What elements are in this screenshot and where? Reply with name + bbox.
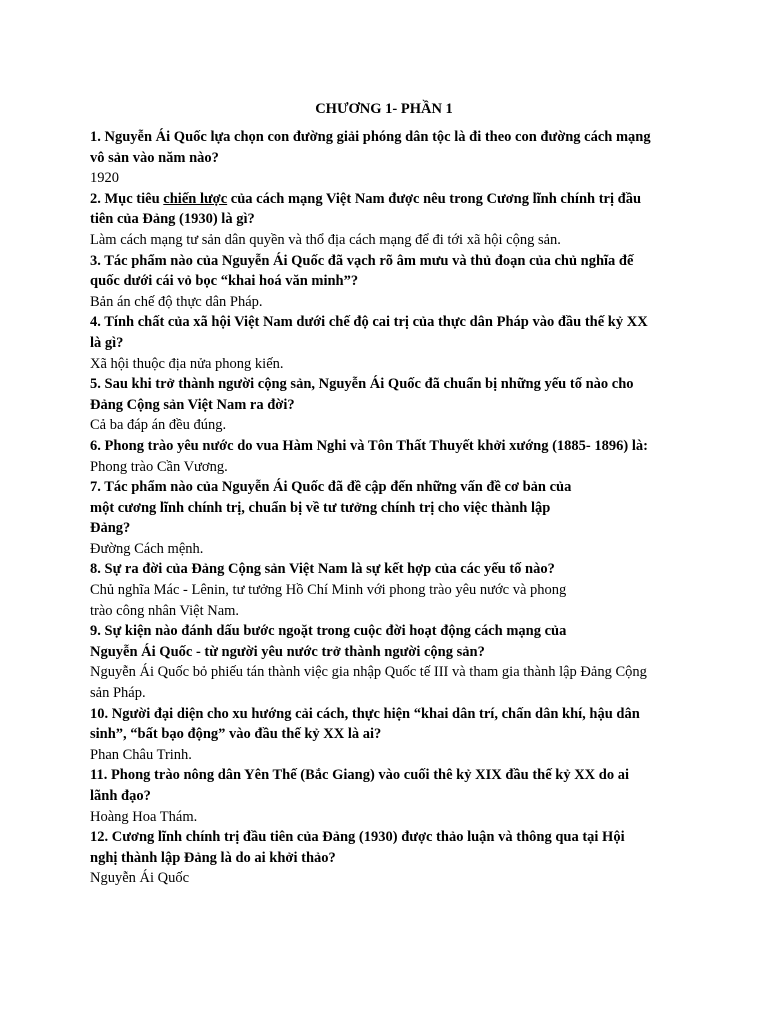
question-line: 7. Tác phẩm nào của Nguyễn Ái Quốc đã đề cập đến những vấn đề cơ bản của — [90, 479, 572, 496]
answer-2 — [90, 230, 690, 251]
answer-line: trào công nhân Việt Nam. — [90, 602, 240, 619]
question-line: sinh”, “bất bạo động” vào đầu thế kỷ XX là ai? — [90, 726, 382, 743]
question-5 — [90, 374, 690, 415]
answer-line: Nguyễn Ái Quốc — [90, 870, 190, 887]
question-line: Nguyễn Ái Quốc - từ người yêu nước trở thành người cộng sản? — [90, 643, 485, 660]
question-line: là gì? — [90, 334, 124, 351]
question-line: 9. Sự kiện nào đánh dấu bước ngoặt trong cuộc đời hoạt động cách mạng của — [90, 623, 567, 640]
answer-line: Phong trào Cần Vương. — [90, 458, 228, 475]
answer-4 — [90, 354, 690, 375]
answer-line: Đường Cách mệnh. — [90, 540, 204, 557]
question-line: 4. Tính chất của xã hội Việt Nam dưới chế độ cai trị của thực dân Pháp vào đầu thế kỷ XX — [90, 314, 648, 331]
question-line: quốc dưới cái vỏ bọc “khai hoá văn minh”? — [90, 273, 359, 290]
question-line: nghị thành lập Đảng là do ai khởi thảo? — [90, 849, 336, 866]
answer-8 — [90, 580, 690, 621]
question-line: 11. Phong trào nông dân Yên Thế (Bắc Giang) vào cuối thê kỷ XIX đầu thế kỷ XX do ai — [90, 767, 629, 784]
question-4 — [90, 312, 690, 353]
question-3 — [90, 251, 690, 292]
answer-1 — [90, 168, 690, 189]
question-line: vô sản vào năm nào? — [90, 149, 219, 166]
qa-list — [90, 127, 690, 889]
question-line: tiên của Đảng (1930) là gì? — [90, 211, 255, 228]
answer-line: Nguyễn Ái Quốc bỏ phiếu tán thành việc gia nhập Quốc tế III và tham gia thành lập Đảng Cộng — [90, 664, 647, 681]
question-line: một cương lĩnh chính trị, chuẩn bị về tư tưởng chính trị cho việc thành lập — [90, 499, 551, 516]
question-7 — [90, 477, 690, 539]
answer-9 — [90, 662, 690, 703]
answer-12 — [90, 868, 690, 889]
answer-line: 1920 — [90, 170, 119, 187]
answer-6 — [90, 457, 690, 478]
question-line — [90, 189, 690, 210]
page-title: CHƯƠNG 1- PHẦN 1 — [315, 101, 453, 117]
question-line: 6. Phong trào yêu nước do vua Hàm Nghi và Tôn Thất Thuyết khởi xướng (1885- 1896) là: — [90, 437, 648, 454]
question-line: 12. Cương lĩnh chính trị đầu tiên của Đảng (1930) được thảo luận và thông qua tại Hội — [90, 829, 625, 846]
answer-10 — [90, 745, 690, 766]
answer-11 — [90, 807, 690, 828]
question-prefix: 2. Mục tiêu — [90, 190, 164, 207]
question-line: 10. Người đại diện cho xu hướng cải cách, thực hiện “khai dân trí, chấn dân khí, hậu dân — [90, 705, 640, 722]
answer-3 — [90, 292, 690, 313]
answer-line: Cả ba đáp án đều đúng. — [90, 417, 227, 434]
question-11 — [90, 765, 690, 806]
question-2 — [90, 189, 690, 230]
answer-line: Làm cách mạng tư sản dân quyền và thổ địa cách mạng để đi tới xã hội cộng sản. — [90, 231, 561, 248]
question-1 — [90, 127, 690, 168]
question-line: 1. Nguyễn Ái Quốc lựa chọn con đường giải phóng dân tộc là đi theo con đường cách mạng — [90, 129, 651, 145]
question-line: 5. Sau khi trở thành người cộng sản, Nguyễn Ái Quốc đã chuẩn bị những yếu tố nào cho — [90, 376, 634, 393]
answer-line: Bản án chế độ thực dân Pháp. — [90, 293, 263, 310]
question-8 — [90, 559, 690, 580]
question-line: lãnh đạo? — [90, 788, 151, 804]
question-12 — [90, 827, 690, 868]
underlined-term: chiến lược — [163, 190, 228, 207]
answer-line: Phan Châu Trinh. — [90, 746, 192, 763]
answer-5 — [90, 415, 690, 436]
question-10 — [90, 704, 690, 745]
answer-line: sản Pháp. — [90, 685, 146, 702]
question-suffix: của cách mạng Việt Nam được nêu trong Cương lĩnh chính trị đầu — [227, 190, 642, 207]
question-line: Đảng Cộng sản Việt Nam ra đời? — [90, 396, 295, 413]
question-line: 3. Tác phẩm nào của Nguyễn Ái Quốc đã vạch rõ âm mưu và thủ đoạn của chủ nghĩa đế — [90, 252, 634, 269]
question-line: 8. Sự ra đời của Đảng Cộng sản Việt Nam là sự kết hợp của các yếu tố nào? — [90, 561, 555, 578]
question-9 — [90, 621, 690, 662]
question-line: Đảng? — [90, 520, 131, 537]
answer-7 — [90, 539, 690, 560]
answer-line: Hoàng Hoa Thám. — [90, 808, 198, 825]
question-6 — [90, 436, 690, 457]
answer-line: Xã hội thuộc địa nửa phong kiến. — [90, 355, 284, 372]
answer-line: Chủ nghĩa Mác - Lênin, tư tưởng Hồ Chí Minh với phong trào yêu nước và phong — [90, 582, 567, 599]
